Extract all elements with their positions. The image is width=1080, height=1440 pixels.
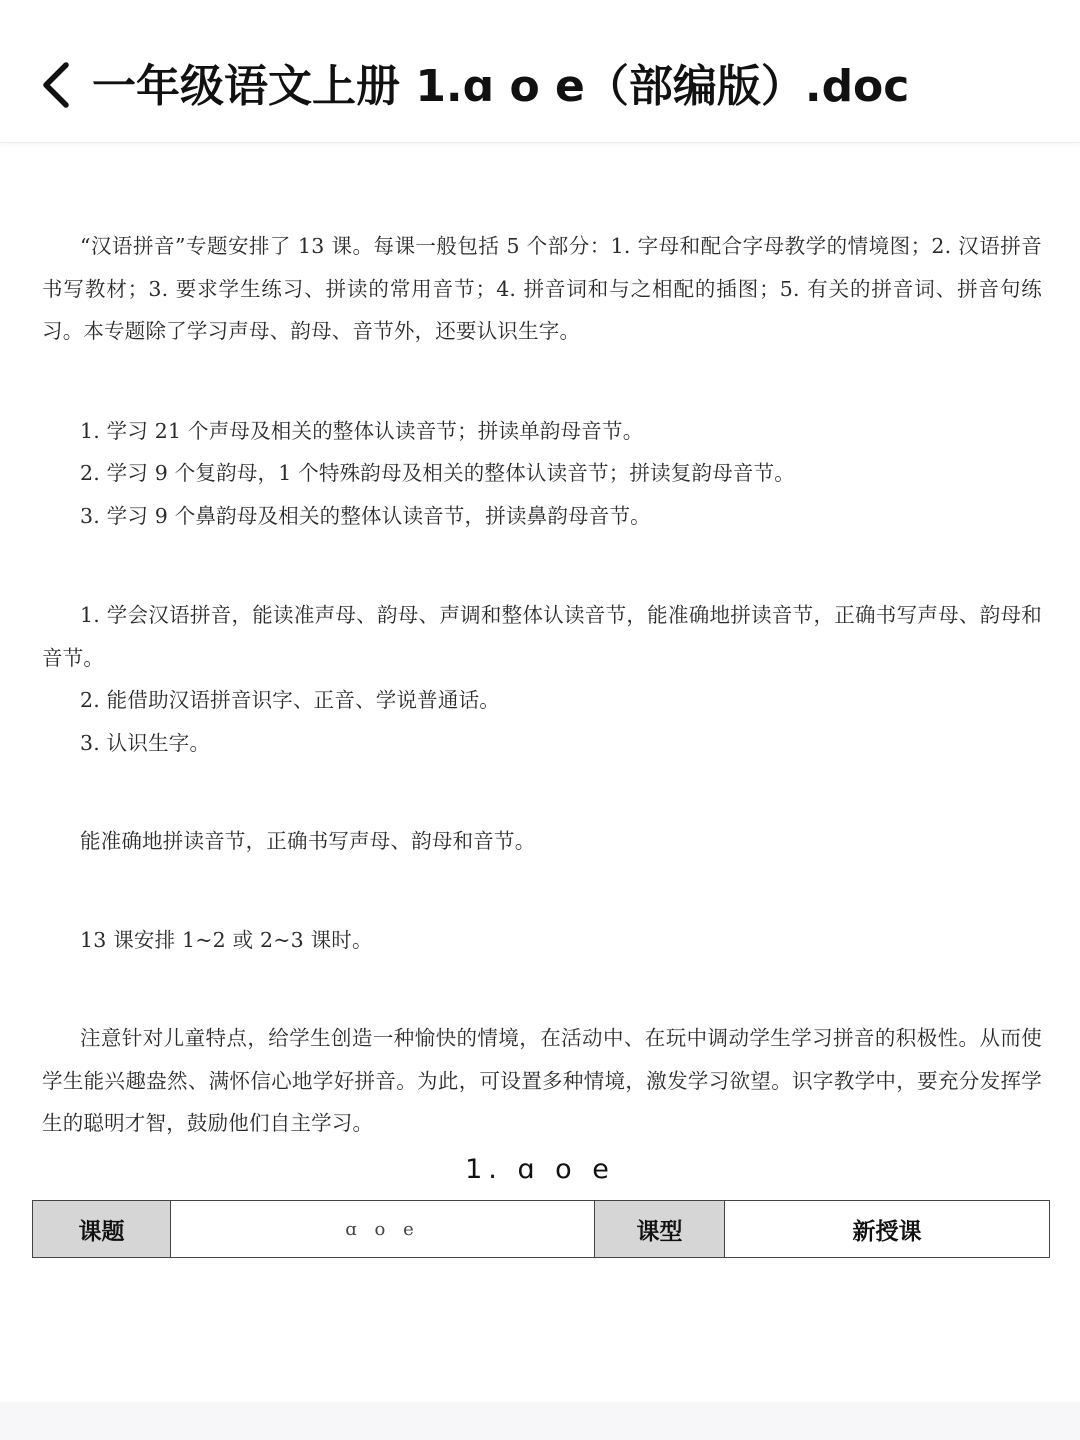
section-gap bbox=[42, 863, 1042, 919]
content-item: 1. 学习 21 个声母及相关的整体认读音节；拼读单韵母音节。 bbox=[80, 418, 644, 443]
key-point-paragraph: 能准确地拼读音节，正确书写声母、韵母和音节。 bbox=[80, 829, 536, 853]
goal-item: 2. 能借助汉语拼音识字、正音、学说普通话。 bbox=[80, 688, 500, 712]
topic-label-cell: 课题 bbox=[33, 1201, 171, 1258]
goal-item: 1. 学会汉语拼音，能读准声母、韵母、声调和整体认读音节，能准确地拼读音节，正确书写声母、韵母和音节。 bbox=[42, 603, 1042, 670]
goal-item: 3. 认识生字。 bbox=[80, 730, 211, 755]
table-row bbox=[33, 1201, 1050, 1258]
content-item: 3. 学习 9 个鼻韵母及相关的整体认读音节，拼读鼻韵母音节。 bbox=[80, 503, 651, 528]
type-value: 新授课 bbox=[852, 1218, 922, 1245]
document-body bbox=[42, 225, 1042, 1145]
chevron-left-icon bbox=[30, 55, 84, 115]
lesson-heading: 1. ɑ o e bbox=[465, 1154, 615, 1185]
topic-value-cell bbox=[171, 1201, 595, 1258]
topic-value: ɑ o e bbox=[345, 1218, 420, 1240]
back-button[interactable] bbox=[30, 55, 84, 115]
intro-paragraph: “汉语拼音”专题安排了 13 课。每课一般包括 5 个部分：1. 字母和配合字母教学的情境图；2. 汉语拼音书写教材；3. 要求学生练习、拼读的常用音节；4. 拼音词和与之相配的插图；5. 有关的拼音词、拼音句练习。本专题除了学习声母、韵母、音节外，还要认识生字。 bbox=[42, 234, 1042, 343]
section-gap bbox=[42, 537, 1042, 594]
type-value-cell bbox=[725, 1201, 1050, 1258]
lesson-info-table bbox=[32, 1200, 1050, 1258]
schedule-paragraph: 13 课安排 1~2 或 2~3 课时。 bbox=[80, 927, 373, 952]
section-gap bbox=[42, 764, 1042, 820]
section-gap bbox=[42, 961, 1042, 1017]
content-item: 2. 学习 9 个复韵母，1 个特殊韵母及相关的整体认读音节；拼读复韵母音节。 bbox=[80, 461, 796, 485]
document-title: 一年级语文上册 1.ɑ o e（部编版）.doc bbox=[92, 61, 910, 112]
suggestion-paragraph: 注意针对儿童特点，给学生创造一种愉快的情境，在活动中、在玩中调动学生学习拼音的积极性。从而使学生能兴趣盎然、满怀信心地学好拼音。为此，可设置多种情境，激发学习欲望。识字教学中，要充分发挥学生的聪明才智，鼓励他们自主学习。 bbox=[42, 1026, 1042, 1135]
type-label-cell: 课型 bbox=[595, 1201, 725, 1258]
top-bar bbox=[0, 0, 1080, 143]
section-gap bbox=[42, 353, 1042, 410]
bottom-strip bbox=[0, 1402, 1080, 1440]
